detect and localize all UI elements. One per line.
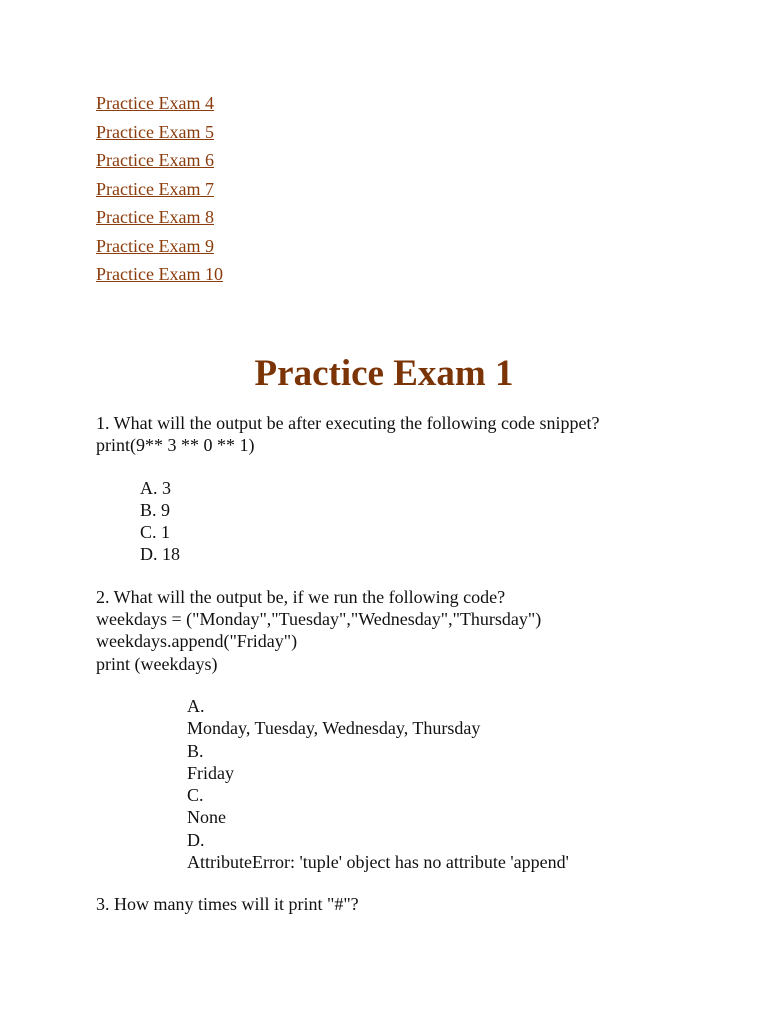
- question-2-option-c-text: None: [187, 807, 226, 828]
- question-2-option-a-letter: A.: [187, 695, 205, 716]
- link-practice-exam-4[interactable]: Practice Exam 4: [96, 93, 214, 113]
- exam-link-item: [96, 233, 716, 262]
- spacer: [96, 457, 716, 477]
- question-2-option-c-letter: C.: [187, 785, 204, 806]
- link-practice-exam-5[interactable]: Practice Exam 5: [96, 121, 214, 142]
- question-1-text: 1. What will the output be after executing the following code snippet?: [96, 413, 600, 433]
- spacer: [96, 566, 716, 586]
- exam-link-item: [96, 176, 716, 205]
- question-2-option-d-letter: D.: [187, 829, 205, 850]
- exam-link-item: [96, 147, 716, 176]
- page: [96, 90, 716, 915]
- question-1-option-b: B. 9: [140, 499, 171, 520]
- question-2: [96, 586, 716, 874]
- question-2-option-a-text: Monday, Tuesday, Wednesday, Thursday: [187, 718, 481, 739]
- link-practice-exam-6[interactable]: Practice Exam 6: [96, 150, 214, 170]
- question-2-text: 2. What will the output be, if we run the following code?: [96, 586, 506, 607]
- question-2-code-line: print (weekdays): [96, 653, 218, 674]
- link-practice-exam-7[interactable]: Practice Exam 7: [96, 178, 214, 199]
- question-2-code-line: weekdays = ("Monday","Tuesday","Wednesday","Thursday"): [96, 609, 542, 630]
- question-2-option-b-text: Friday: [187, 762, 234, 783]
- question-3-text: 3. How many times will it print "#"?: [96, 894, 359, 915]
- exam-link-list: [96, 90, 716, 290]
- exam-link-item: [96, 90, 716, 119]
- question-1-option-d: D. 18: [140, 544, 180, 565]
- link-practice-exam-8[interactable]: Practice Exam 8: [96, 207, 214, 227]
- question-2-code-line: weekdays.append("Friday"): [96, 631, 298, 652]
- question-1: [96, 412, 716, 566]
- exam-link-item: [96, 204, 716, 233]
- spacer: [96, 675, 716, 695]
- link-practice-exam-9[interactable]: Practice Exam 9: [96, 235, 214, 256]
- question-1-option-c: C. 1: [140, 522, 171, 543]
- question-3: [96, 893, 716, 915]
- question-2-options: [96, 695, 716, 873]
- exam-content: [96, 412, 716, 916]
- page-title: Practice Exam 1: [254, 353, 514, 394]
- question-2-option-d-text: AttributeError: 'tuple' object has no attribute 'append': [187, 852, 569, 873]
- question-1-option-a: A. 3: [140, 477, 171, 498]
- question-1-code: print(9** 3 ** 0 ** 1): [96, 435, 255, 456]
- link-practice-exam-10[interactable]: Practice Exam 10: [96, 264, 223, 284]
- exam-link-item: [96, 261, 716, 290]
- exam-link-item: [96, 119, 716, 148]
- question-2-option-b-letter: B.: [187, 740, 204, 761]
- question-1-options: [96, 477, 716, 566]
